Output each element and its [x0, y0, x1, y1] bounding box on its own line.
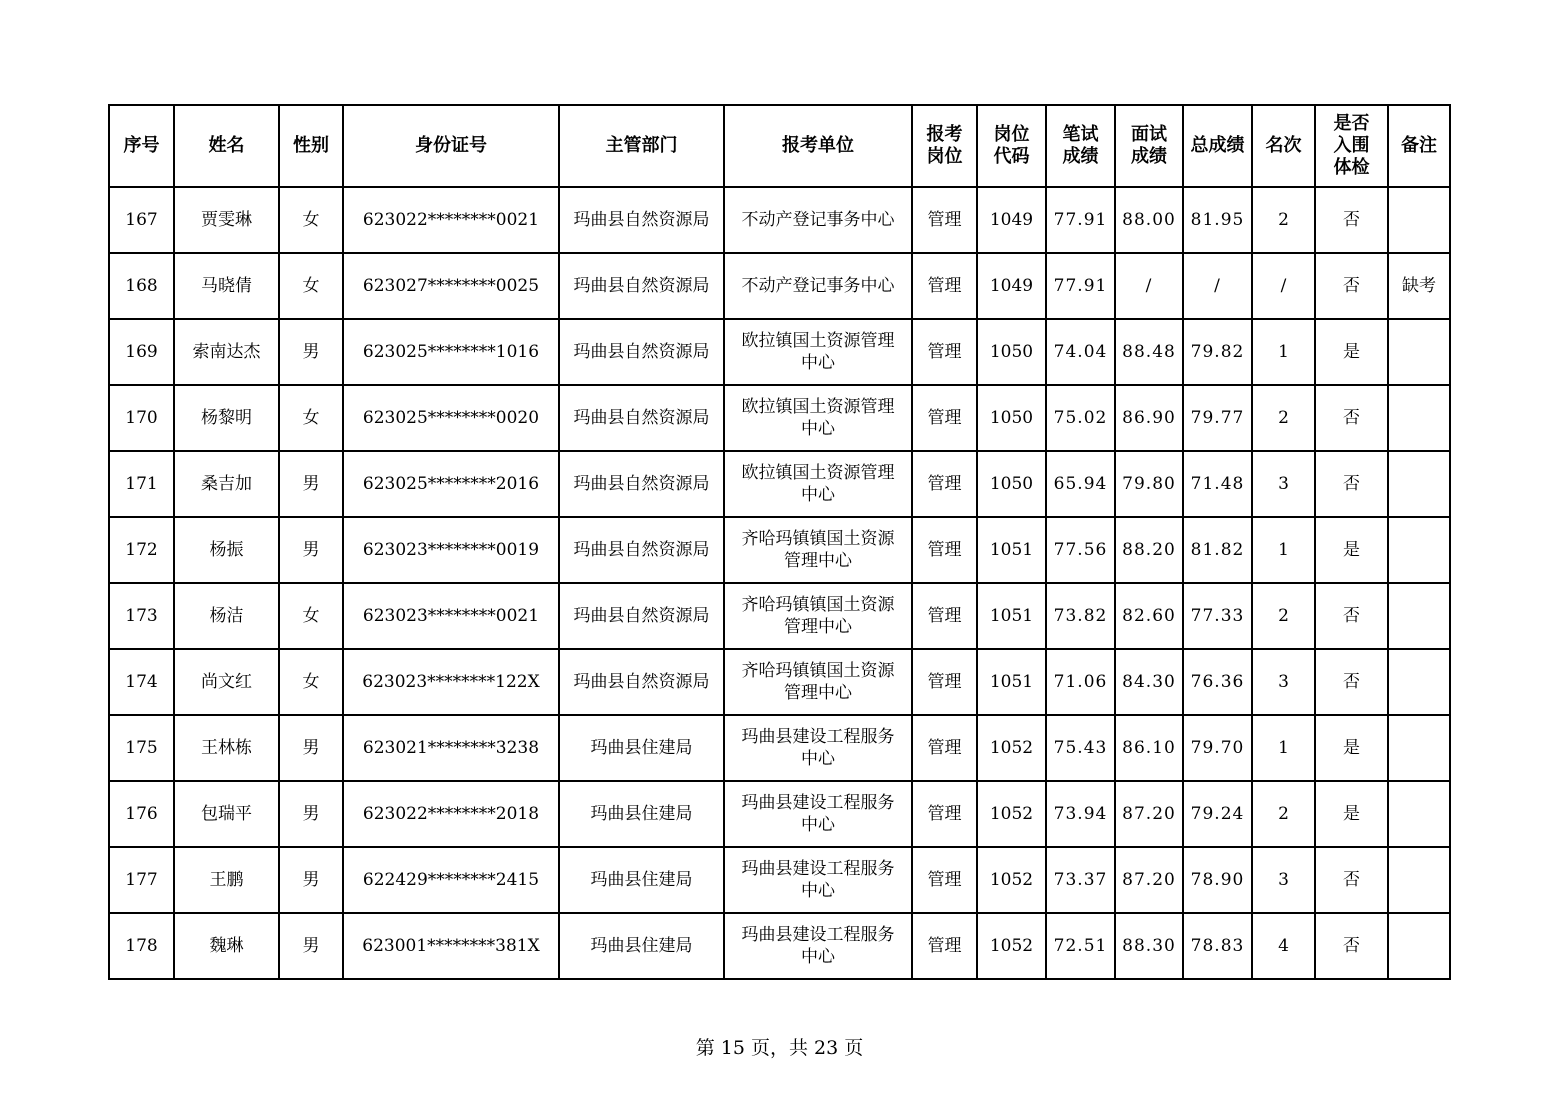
- cell-written-score: 77.91: [1046, 187, 1115, 253]
- cell-gender: 男: [279, 847, 343, 913]
- header-name: 姓名: [174, 105, 279, 187]
- cell-serial-number: 174: [109, 649, 174, 715]
- results-table: [108, 104, 1451, 980]
- cell-medical-exam: 否: [1315, 913, 1388, 979]
- cell-position-code: 1050: [977, 451, 1046, 517]
- cell-applied-unit: 欧拉镇国土资源管理 中心: [724, 451, 912, 517]
- cell-applied-unit: 玛曲县建设工程服务 中心: [724, 781, 912, 847]
- cell-serial-number: 169: [109, 319, 174, 385]
- results-table-container: [108, 104, 1451, 980]
- cell-gender: 男: [279, 913, 343, 979]
- cell-interview-score: 84.30: [1115, 649, 1183, 715]
- header-interview-score: 面试 成绩: [1115, 105, 1183, 187]
- cell-gender: 男: [279, 715, 343, 781]
- cell-position-code: 1052: [977, 847, 1046, 913]
- cell-written-score: 77.56: [1046, 517, 1115, 583]
- cell-name: 桑吉加: [174, 451, 279, 517]
- cell-position: 管理: [912, 451, 977, 517]
- table-row: [109, 913, 1450, 979]
- cell-total-score: 71.48: [1183, 451, 1252, 517]
- cell-applied-unit: 玛曲县建设工程服务 中心: [724, 913, 912, 979]
- cell-id-number: 623023********0019: [343, 517, 559, 583]
- cell-position: 管理: [912, 187, 977, 253]
- cell-medical-exam: 否: [1315, 187, 1388, 253]
- table-row: [109, 385, 1450, 451]
- cell-medical-exam: 否: [1315, 253, 1388, 319]
- cell-total-score: 79.77: [1183, 385, 1252, 451]
- cell-interview-score: 79.80: [1115, 451, 1183, 517]
- table-row: [109, 847, 1450, 913]
- cell-name: 王鹏: [174, 847, 279, 913]
- cell-total-score: 79.70: [1183, 715, 1252, 781]
- cell-applied-unit: 欧拉镇国土资源管理 中心: [724, 319, 912, 385]
- cell-department: 玛曲县自然资源局: [559, 583, 724, 649]
- table-row: [109, 517, 1450, 583]
- cell-medical-exam: 是: [1315, 781, 1388, 847]
- cell-name: 贾雯琳: [174, 187, 279, 253]
- cell-rank: 2: [1252, 385, 1315, 451]
- cell-remarks: [1388, 847, 1450, 913]
- cell-medical-exam: 否: [1315, 451, 1388, 517]
- cell-remarks: [1388, 451, 1450, 517]
- cell-medical-exam: 否: [1315, 385, 1388, 451]
- cell-medical-exam: 是: [1315, 517, 1388, 583]
- cell-interview-score: 86.90: [1115, 385, 1183, 451]
- cell-applied-unit: 玛曲县建设工程服务 中心: [724, 715, 912, 781]
- header-serial-number: 序号: [109, 105, 174, 187]
- cell-total-score: 76.36: [1183, 649, 1252, 715]
- cell-gender: 女: [279, 253, 343, 319]
- cell-department: 玛曲县住建局: [559, 715, 724, 781]
- cell-total-score: 79.82: [1183, 319, 1252, 385]
- cell-name: 杨振: [174, 517, 279, 583]
- cell-id-number: 623025********0020: [343, 385, 559, 451]
- table-row: [109, 187, 1450, 253]
- cell-remarks: [1388, 781, 1450, 847]
- cell-rank: 3: [1252, 451, 1315, 517]
- cell-written-score: 77.91: [1046, 253, 1115, 319]
- cell-name: 杨黎明: [174, 385, 279, 451]
- cell-department: 玛曲县住建局: [559, 913, 724, 979]
- cell-serial-number: 171: [109, 451, 174, 517]
- cell-name: 杨洁: [174, 583, 279, 649]
- cell-position: 管理: [912, 913, 977, 979]
- cell-id-number: 623023********122X: [343, 649, 559, 715]
- cell-serial-number: 177: [109, 847, 174, 913]
- cell-total-score: 77.33: [1183, 583, 1252, 649]
- cell-interview-score: 88.48: [1115, 319, 1183, 385]
- cell-position: 管理: [912, 583, 977, 649]
- header-position: 报考 岗位: [912, 105, 977, 187]
- header-total-score: 总成绩: [1183, 105, 1252, 187]
- cell-department: 玛曲县住建局: [559, 847, 724, 913]
- table-row: [109, 715, 1450, 781]
- cell-gender: 女: [279, 187, 343, 253]
- cell-rank: 3: [1252, 847, 1315, 913]
- cell-rank: 1: [1252, 517, 1315, 583]
- cell-serial-number: 167: [109, 187, 174, 253]
- cell-gender: 男: [279, 451, 343, 517]
- cell-department: 玛曲县自然资源局: [559, 451, 724, 517]
- table-row: [109, 781, 1450, 847]
- cell-department: 玛曲县自然资源局: [559, 253, 724, 319]
- header-applied-unit: 报考单位: [724, 105, 912, 187]
- cell-rank: 2: [1252, 187, 1315, 253]
- cell-written-score: 71.06: [1046, 649, 1115, 715]
- table-row: [109, 319, 1450, 385]
- cell-department: 玛曲县自然资源局: [559, 385, 724, 451]
- cell-position-code: 1050: [977, 385, 1046, 451]
- cell-gender: 女: [279, 385, 343, 451]
- header-department: 主管部门: [559, 105, 724, 187]
- cell-position: 管理: [912, 253, 977, 319]
- cell-position-code: 1052: [977, 715, 1046, 781]
- cell-applied-unit: 齐哈玛镇镇国土资源 管理中心: [724, 649, 912, 715]
- cell-id-number: 622429********2415: [343, 847, 559, 913]
- cell-rank: 1: [1252, 715, 1315, 781]
- cell-name: 王林栋: [174, 715, 279, 781]
- cell-medical-exam: 否: [1315, 583, 1388, 649]
- table-row: [109, 451, 1450, 517]
- cell-serial-number: 168: [109, 253, 174, 319]
- cell-medical-exam: 是: [1315, 715, 1388, 781]
- cell-name: 包瑞平: [174, 781, 279, 847]
- cell-serial-number: 175: [109, 715, 174, 781]
- cell-serial-number: 178: [109, 913, 174, 979]
- cell-interview-score: 82.60: [1115, 583, 1183, 649]
- cell-remarks: 缺考: [1388, 253, 1450, 319]
- cell-name: 魏琳: [174, 913, 279, 979]
- cell-id-number: 623021********3238: [343, 715, 559, 781]
- cell-department: 玛曲县住建局: [559, 781, 724, 847]
- cell-rank: /: [1252, 253, 1315, 319]
- table-body: [109, 187, 1450, 979]
- cell-total-score: /: [1183, 253, 1252, 319]
- cell-gender: 女: [279, 649, 343, 715]
- cell-position-code: 1051: [977, 517, 1046, 583]
- cell-rank: 3: [1252, 649, 1315, 715]
- cell-remarks: [1388, 319, 1450, 385]
- cell-gender: 男: [279, 319, 343, 385]
- header-rank: 名次: [1252, 105, 1315, 187]
- header-medical-exam: 是否 入围 体检: [1315, 105, 1388, 187]
- cell-written-score: 65.94: [1046, 451, 1115, 517]
- cell-name: 马晓倩: [174, 253, 279, 319]
- cell-department: 玛曲县自然资源局: [559, 187, 724, 253]
- cell-applied-unit: 齐哈玛镇镇国土资源 管理中心: [724, 517, 912, 583]
- cell-position: 管理: [912, 517, 977, 583]
- cell-applied-unit: 欧拉镇国土资源管理 中心: [724, 385, 912, 451]
- cell-serial-number: 170: [109, 385, 174, 451]
- cell-applied-unit: 玛曲县建设工程服务 中心: [724, 847, 912, 913]
- cell-department: 玛曲县自然资源局: [559, 319, 724, 385]
- page-footer: 第 15 页，共 23 页: [695, 1037, 864, 1059]
- cell-position: 管理: [912, 781, 977, 847]
- cell-id-number: 623027********0025: [343, 253, 559, 319]
- cell-remarks: [1388, 517, 1450, 583]
- cell-written-score: 75.43: [1046, 715, 1115, 781]
- cell-remarks: [1388, 583, 1450, 649]
- cell-interview-score: 86.10: [1115, 715, 1183, 781]
- cell-id-number: 623001********381X: [343, 913, 559, 979]
- header-position-code: 岗位 代码: [977, 105, 1046, 187]
- cell-interview-score: 87.20: [1115, 781, 1183, 847]
- cell-position-code: 1049: [977, 253, 1046, 319]
- cell-position-code: 1051: [977, 649, 1046, 715]
- cell-interview-score: 88.30: [1115, 913, 1183, 979]
- cell-id-number: 623022********2018: [343, 781, 559, 847]
- cell-department: 玛曲县自然资源局: [559, 649, 724, 715]
- header-id-number: 身份证号: [343, 105, 559, 187]
- cell-position: 管理: [912, 319, 977, 385]
- header-row: [109, 105, 1450, 187]
- cell-position-code: 1051: [977, 583, 1046, 649]
- cell-medical-exam: 否: [1315, 649, 1388, 715]
- cell-total-score: 79.24: [1183, 781, 1252, 847]
- cell-position: 管理: [912, 847, 977, 913]
- cell-gender: 男: [279, 517, 343, 583]
- cell-position-code: 1052: [977, 913, 1046, 979]
- cell-applied-unit: 齐哈玛镇镇国土资源 管理中心: [724, 583, 912, 649]
- cell-position: 管理: [912, 649, 977, 715]
- cell-position-code: 1050: [977, 319, 1046, 385]
- cell-gender: 女: [279, 583, 343, 649]
- cell-interview-score: 88.20: [1115, 517, 1183, 583]
- cell-rank: 4: [1252, 913, 1315, 979]
- cell-position-code: 1052: [977, 781, 1046, 847]
- cell-remarks: [1388, 715, 1450, 781]
- header-remarks: 备注: [1388, 105, 1450, 187]
- cell-medical-exam: 是: [1315, 319, 1388, 385]
- cell-department: 玛曲县自然资源局: [559, 517, 724, 583]
- cell-position: 管理: [912, 385, 977, 451]
- cell-written-score: 73.94: [1046, 781, 1115, 847]
- cell-written-score: 72.51: [1046, 913, 1115, 979]
- cell-id-number: 623025********2016: [343, 451, 559, 517]
- cell-total-score: 81.95: [1183, 187, 1252, 253]
- cell-rank: 2: [1252, 781, 1315, 847]
- header-gender: 性别: [279, 105, 343, 187]
- cell-remarks: [1388, 913, 1450, 979]
- table-row: [109, 583, 1450, 649]
- cell-remarks: [1388, 649, 1450, 715]
- cell-interview-score: 87.20: [1115, 847, 1183, 913]
- cell-applied-unit: 不动产登记事务中心: [724, 253, 912, 319]
- cell-rank: 2: [1252, 583, 1315, 649]
- header-written-score: 笔试 成绩: [1046, 105, 1115, 187]
- cell-rank: 1: [1252, 319, 1315, 385]
- cell-total-score: 78.90: [1183, 847, 1252, 913]
- cell-name: 索南达杰: [174, 319, 279, 385]
- cell-serial-number: 173: [109, 583, 174, 649]
- cell-gender: 男: [279, 781, 343, 847]
- cell-written-score: 73.82: [1046, 583, 1115, 649]
- table-row: [109, 649, 1450, 715]
- cell-id-number: 623025********1016: [343, 319, 559, 385]
- cell-medical-exam: 否: [1315, 847, 1388, 913]
- cell-serial-number: 172: [109, 517, 174, 583]
- cell-remarks: [1388, 385, 1450, 451]
- cell-serial-number: 176: [109, 781, 174, 847]
- cell-applied-unit: 不动产登记事务中心: [724, 187, 912, 253]
- cell-id-number: 623023********0021: [343, 583, 559, 649]
- cell-total-score: 81.82: [1183, 517, 1252, 583]
- cell-written-score: 74.04: [1046, 319, 1115, 385]
- cell-total-score: 78.83: [1183, 913, 1252, 979]
- cell-position-code: 1049: [977, 187, 1046, 253]
- table-header: [109, 105, 1450, 187]
- cell-name: 尚文红: [174, 649, 279, 715]
- table-row: [109, 253, 1450, 319]
- cell-id-number: 623022********0021: [343, 187, 559, 253]
- cell-written-score: 73.37: [1046, 847, 1115, 913]
- cell-interview-score: 88.00: [1115, 187, 1183, 253]
- cell-written-score: 75.02: [1046, 385, 1115, 451]
- cell-interview-score: /: [1115, 253, 1183, 319]
- cell-position: 管理: [912, 715, 977, 781]
- cell-remarks: [1388, 187, 1450, 253]
